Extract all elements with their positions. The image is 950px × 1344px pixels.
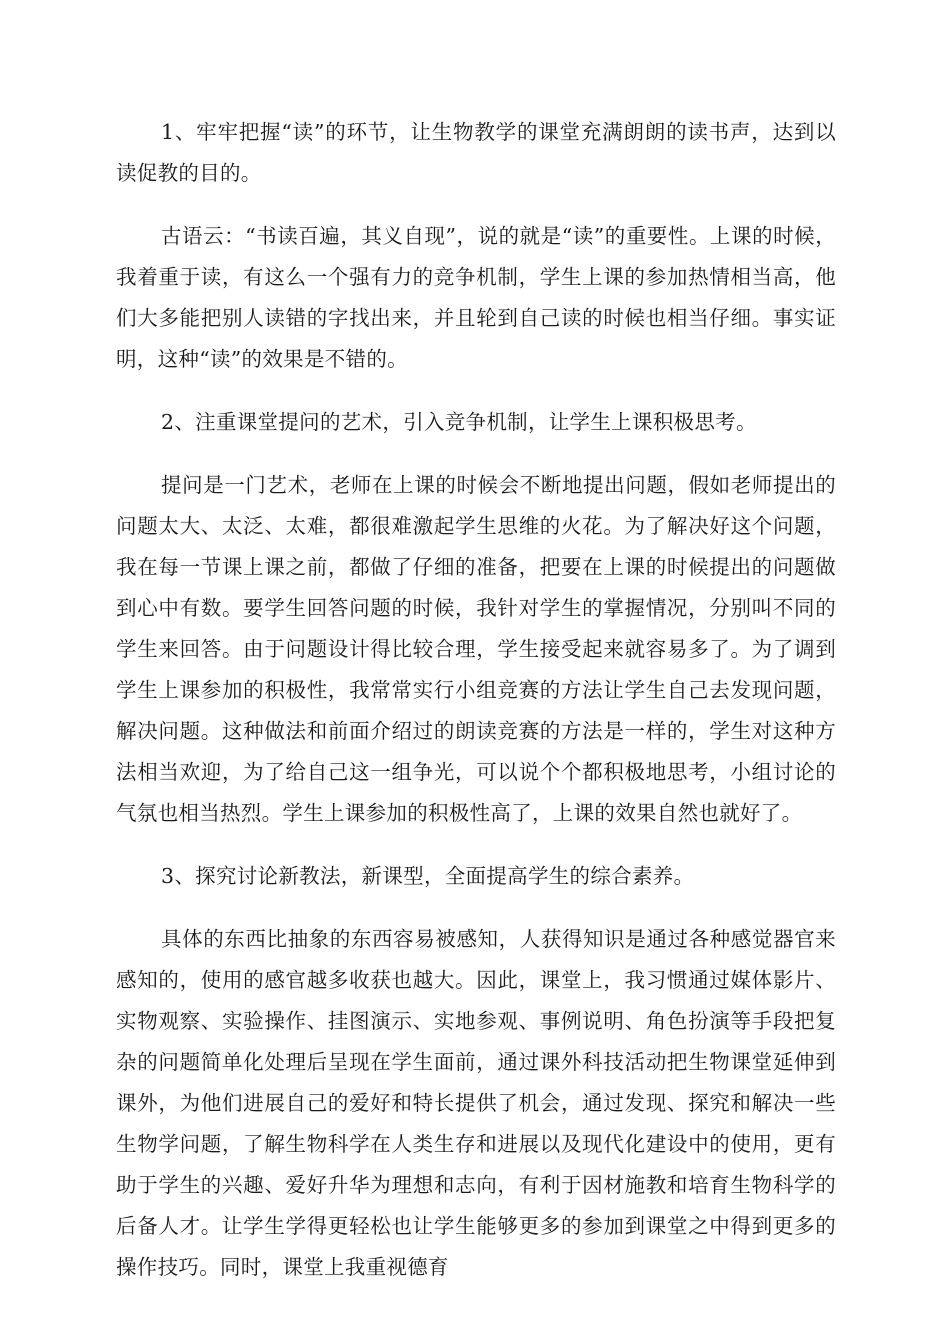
paragraph-questioning-art: 提问是一门艺术，老师在上课的时候会不断地提出问题，假如老师提出的问题太大、太泛、太难，都很难激起学生思维的火花。为了解决好这个问题，我在每一节课上课之前，都做了仔细的准备，把要在上课的时候提出的问题做到心中有数。要学生回答问题的时候，我针对学生的掌握情况，分别叫不同的学生来回答。由于问题设计得比较合理，学生接受起来就容易多了。为了调到学生上课参加的积极性，我常常实行小组竞赛的方法让学生自己去发现问题，解决问题。这种做法和前面介绍过的朗读竞赛的方法是一样的，学生对这种方法相当欢迎，为了给自己这一组争光，可以说个个都积极地思考，小组讨论的气氛也相当热烈。学生上课参加的积极性高了，上课的效果自然也就好了。 xyxy=(116,473,836,825)
document-body xyxy=(116,112,836,1288)
paragraph-quote-reading: 古语云：“书读百遍，其义自现”，说的就是“读”的重要性。上课的时候，我着重于读，有这么一个强有力的竞争机制，学生上课的参加热情相当高，他们大多能把别人读错的字找出来，并且轮到自己读的时候也相当仔细。事实证明，这种“读”的效果是不错的。 xyxy=(116,224,836,371)
paragraph-item-2: 2、注重课堂提问的艺术，引入竞争机制，让学生上课积极思考。 xyxy=(161,410,757,434)
paragraph-new-methods: 具体的东西比抽象的东西容易被感知，人获得知识是通过各种感觉器官来感知的，使用的感官越多收获也越大。因此，课堂上，我习惯通过媒体影片、实物观察、实验操作、挂图演示、实地参观、事例说明、角色扮演等手段把复杂的问题简单化处理后呈现在学生面前，通过课外科技活动把生物课堂延伸到课外，为他们进展自己的爱好和特长提供了机会，通过发现、探究和解决一些生物学问题，了解生物科学在人类生存和进展以及现代化建设中的使用，更有助于学生的兴趣、爱好升华为理想和志向，有利于因材施教和培育生物科学的后备人才。让学生学得更轻松也让学生能够更多的参加到课堂之中得到更多的操作技巧。同时，课堂上我重视德育 xyxy=(116,927,836,1279)
paragraph-item-1: 1、牢牢把握“读”的环节，让生物教学的课堂充满朗朗的读书声，达到以读促教的目的。 xyxy=(116,120,836,185)
paragraph-item-3: 3、探究讨论新教法，新课型，全面提高学生的综合素养。 xyxy=(161,864,695,888)
